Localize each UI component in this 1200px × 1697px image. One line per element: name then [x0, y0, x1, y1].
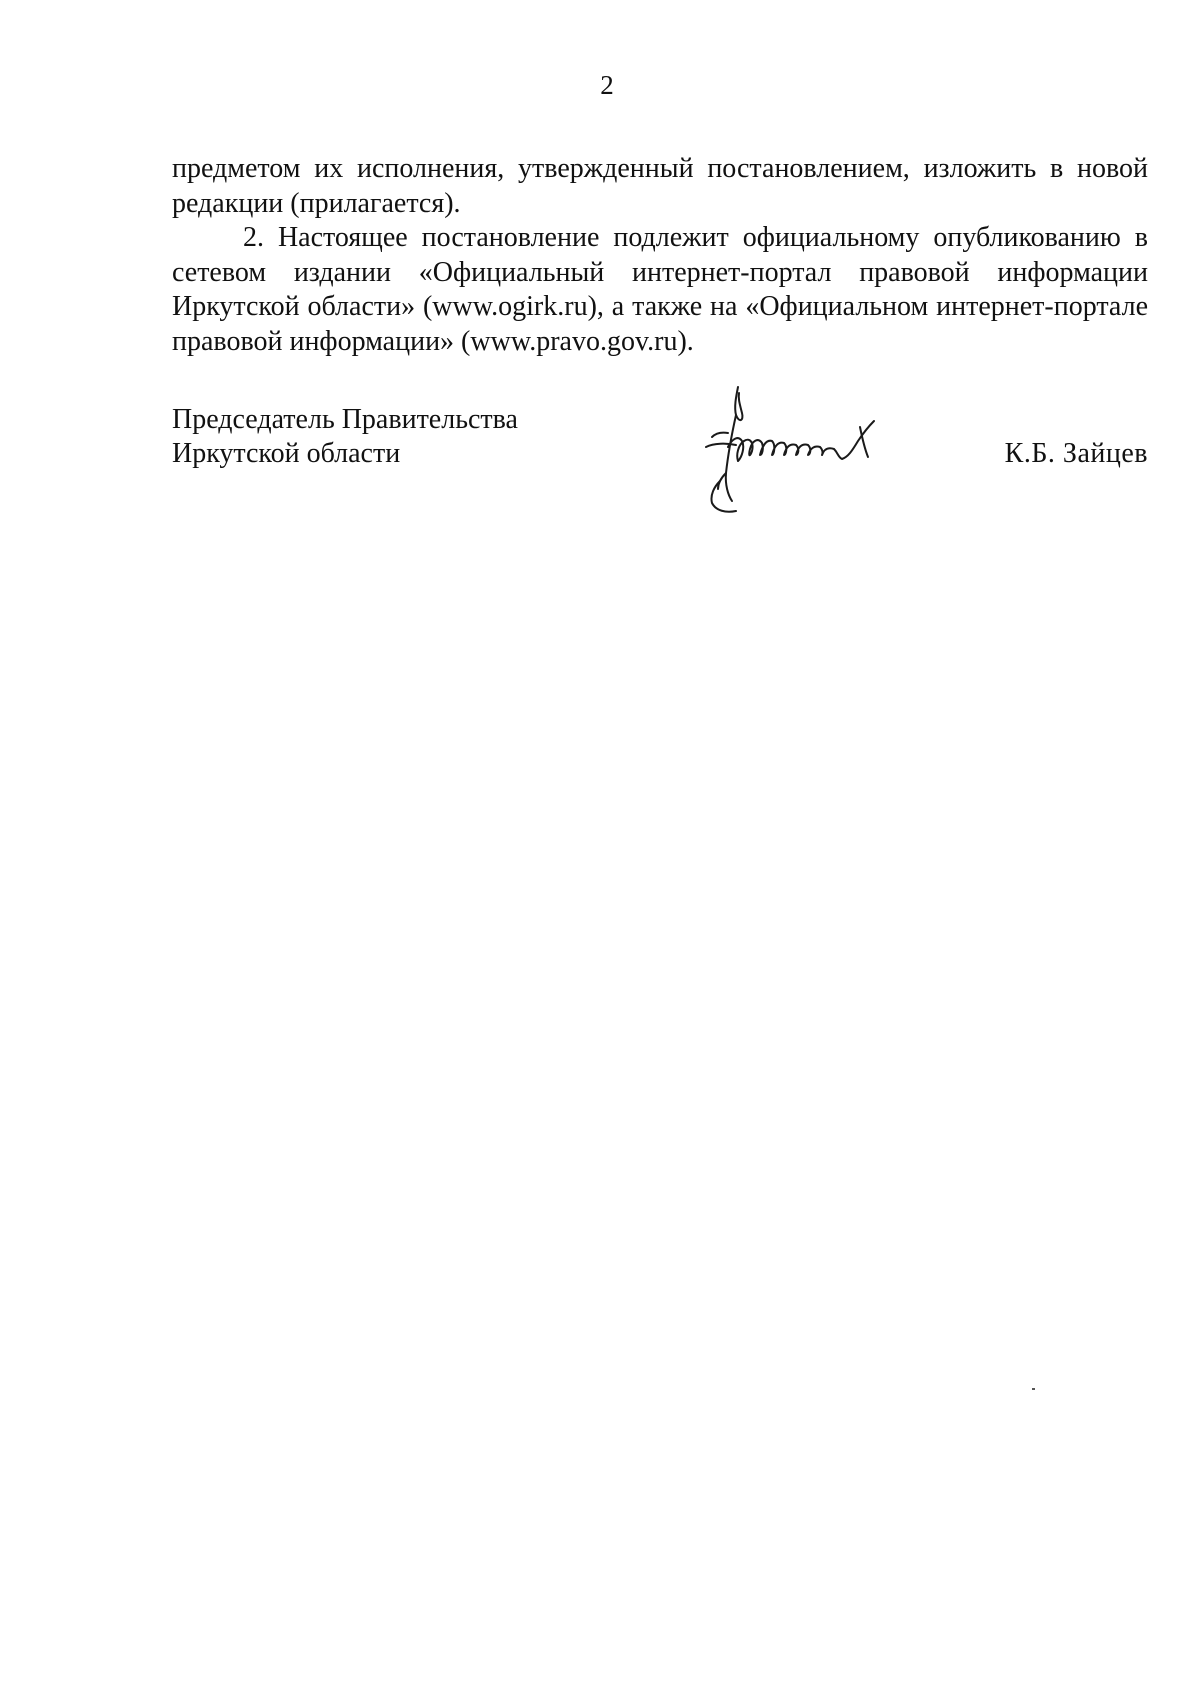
page-number: 2: [600, 70, 614, 100]
scan-speck: [1032, 1388, 1035, 1390]
document-body: [172, 152, 1148, 359]
signatory-title-line-2: Иркутской области: [172, 438, 401, 469]
signature-block: [172, 403, 1148, 543]
signatory-name: К.Б. Зайцев: [1004, 438, 1148, 469]
signatory-title: [172, 403, 518, 471]
signatory-title-line-1: Председатель Правительства: [172, 404, 518, 435]
paragraph-publication: 2. Настоящее постановление подлежит официальному опубликованию в сетевом издании «Официальный интернет-портал правовой информации Иркутской области» (www.ogirk.ru), а также на «Официальном интернет-портале правовой информации» (www.pravo.gov.ru).: [172, 222, 1148, 357]
handwritten-signature-icon: [692, 385, 942, 535]
paragraph-continuation: предметом их исполнения, утвержденный постановлением, изложить в новой редакции (прилагается).: [172, 153, 1148, 219]
